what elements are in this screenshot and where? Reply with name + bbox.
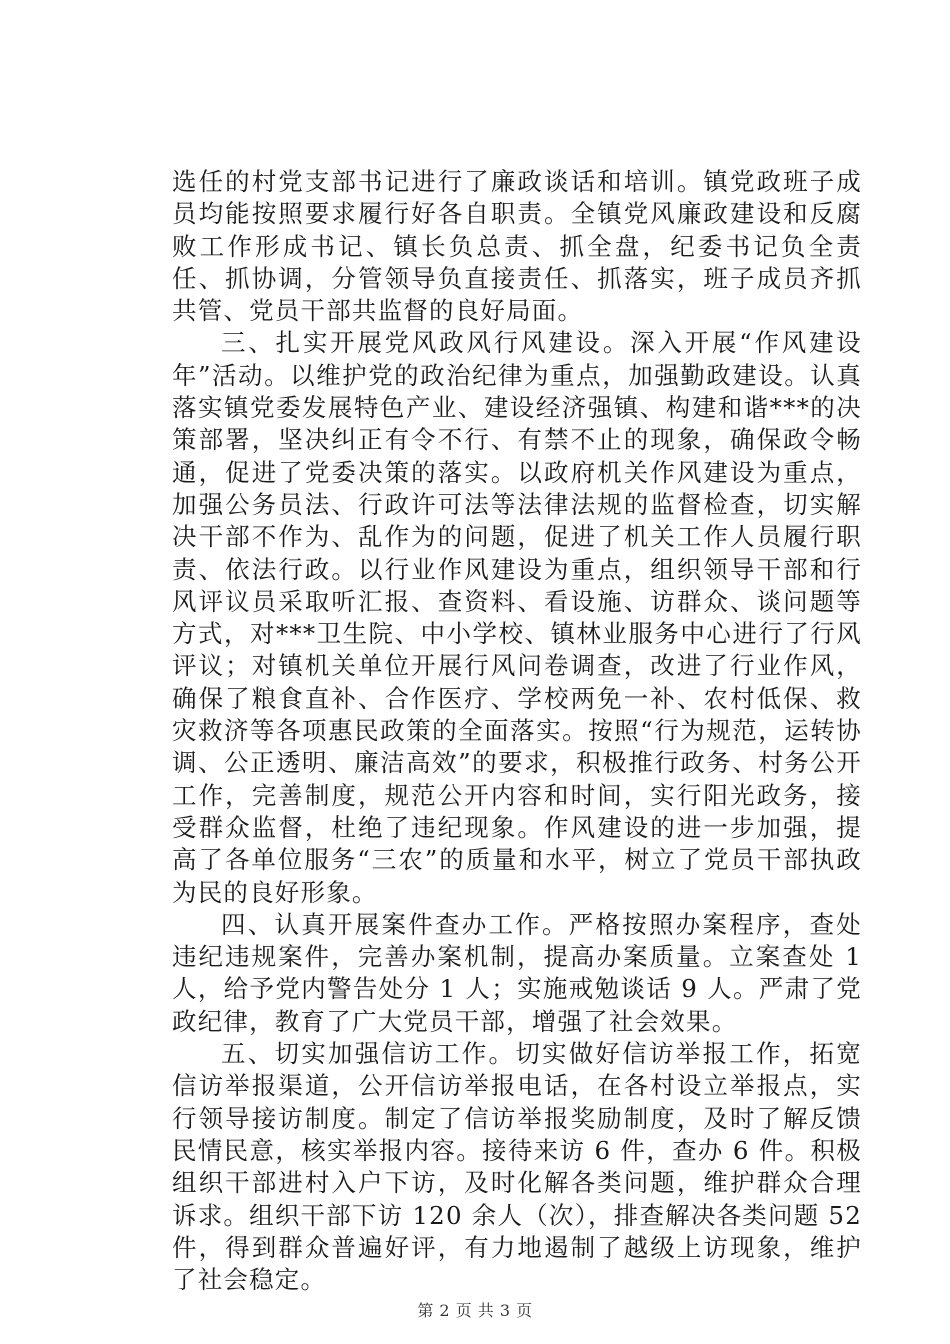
document-body: [172, 166, 862, 1296]
paragraph-section-three: 三、扎实开展党风政风行风建设。深入开展“作风建设年”活动。以维护党的政治纪律为重点，加强勤政建设。认真落实镇党委发展特色产业、建设经济强镇、构建和谐***的决策部署，坚决纠正有令不行、有禁不止的现象，确保政令畅通，促进了党委决策的落实。以政府机关作风建设为重点，加强公务员法、行政许可法等法律法规的监督检查，切实解决干部不作为、乱作为的问题，促进了机关工作人员履行职责、依法行政。以行业作风建设为重点，组织领导干部和行风评议员采取听汇报、查资料、看设施、访群众、谈问题等方式，对***卫生院、中小学校、镇林业服务中心进行了行风评议；对镇机关单位开展行风问卷调查，改进了行业作风，确保了粮食直补、合作医疗、学校两免一补、农村低保、救灾救济等各项惠民政策的全面落实。按照“行为规范，运转协调、公正透明、廉洁高效”的要求，积极推行政务、村务公开工作，完善制度，规范公开内容和时间，实行阳光政务，接受群众监督，杜绝了违纪现象。作风建设的进一步加强，提高了各单位服务“三农”的质量和水平，树立了党员干部执政为民的良好形象。: [172, 328, 862, 907]
paragraph-continuation: 选任的村党支部书记进行了廉政谈话和培训。镇党政班子成员均能按照要求履行好各自职责。全镇党风廉政建设和反腐败工作形成书记、镇长负总责、抓全盘，纪委书记负全责任、抓协调，分管领导负直接责任、抓落实，班子成员齐抓共管、党员干部共监督的良好局面。: [172, 167, 862, 326]
paragraph-section-four: 四、认真开展案件查办工作。严格按照办案程序，查处违纪违规案件，完善办案机制，提高办案质量。立案查处 1 人，给予党内警告处分 1 人；实施戒勉谈话 9 人。严肃了党政纪律，教育了广大党员干部，增强了社会效果。: [172, 909, 862, 1036]
paragraph-section-five: 五、切实加强信访工作。切实做好信访举报工作，拓宽信访举报渠道，公开信访举报电话，在各村设立举报点，实行领导接访制度。制定了信访举报奖励制度，及时了解反馈民情民意，核实举报内容。接待来访 6 件，查办 6 件。积极组织干部进村入户下访，及时化解各类问题，维护群众合理诉求。组织干部下访 120 余人（次），排查解决各类问题 52 件，得到群众普遍好评，有力地遏制了越级上访现象，维护了社会稳定。: [172, 1039, 862, 1295]
page-footer: 第 2 页 共 3 页: [417, 1301, 533, 1320]
